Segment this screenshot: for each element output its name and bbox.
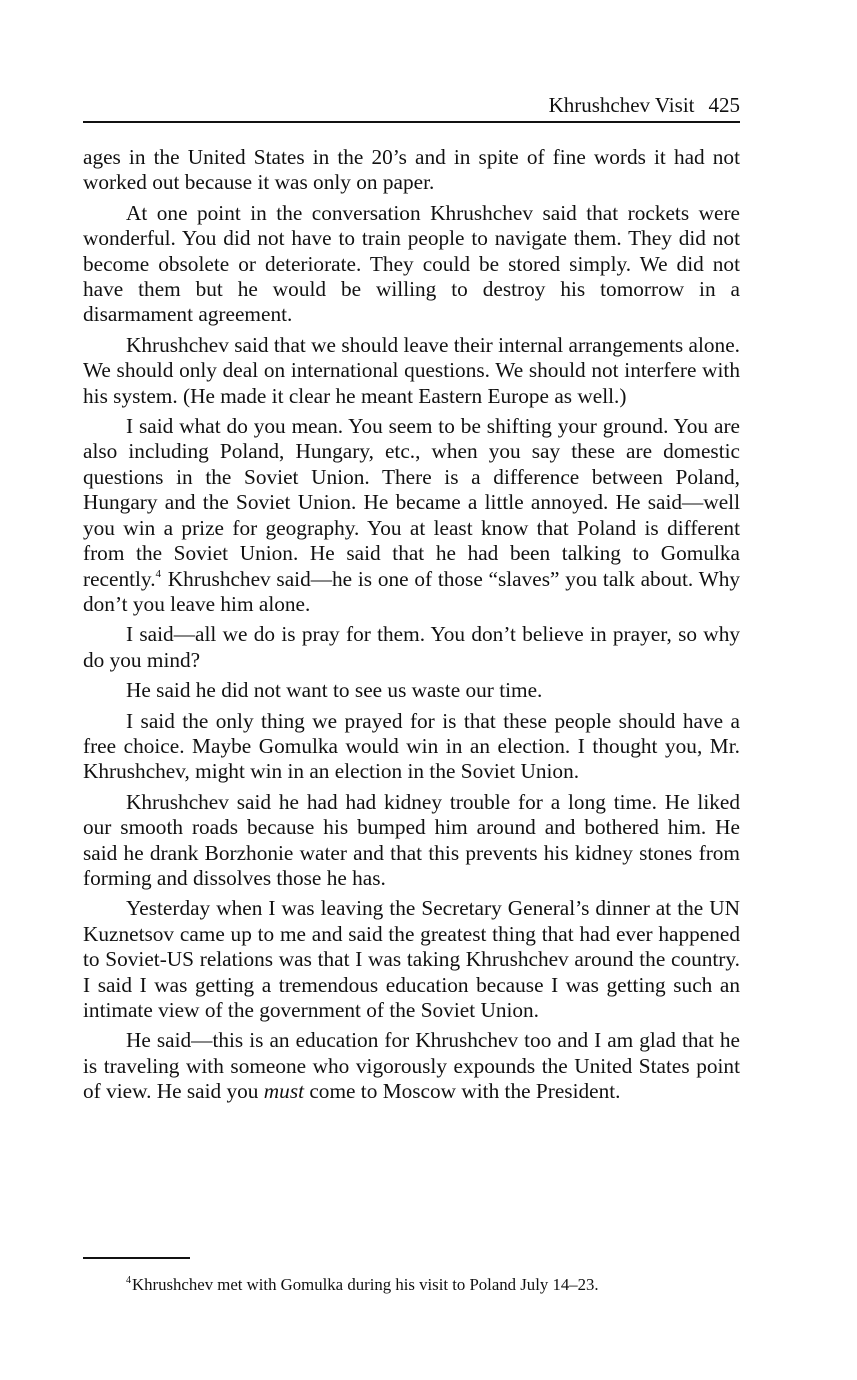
paragraph-1: ages in the United States in the 20’s and in spite of fine words it had not worked out because it was only on paper. xyxy=(83,145,740,195)
paragraph-10-text-b: come to Moscow with the President. xyxy=(304,1079,621,1104)
paragraph-4-text-b: Khrushchev said—he is one of those “slaves” you talk about. Why don’t you leave him alone. xyxy=(83,566,740,616)
paragraph-7: I said the only thing we prayed for is that these people should have a free choice. Maybe Gomulka would win in an election. I thought you, Mr. Khrushchev, might win in an election in the Soviet Union. xyxy=(83,708,740,784)
footnote-text: Khrushchev met with Gomulka during his visit to Poland July 14–23. xyxy=(132,1275,599,1294)
footnote xyxy=(126,1274,746,1296)
header-rule xyxy=(83,121,740,123)
page-number: 425 xyxy=(708,93,740,117)
body-text xyxy=(83,145,740,1110)
paragraph-10-text-a: He said—this is an education for Khrushchev too and I am glad that he is traveling with someone who vigorously expounds the United States point of view. He said you xyxy=(83,1028,740,1104)
running-head xyxy=(83,92,740,118)
footnote-marker: 4 xyxy=(126,1275,131,1286)
running-title: Khrushchev Visit xyxy=(548,93,695,117)
paragraph-4-text-a: I said what do you mean. You seem to be shifting your ground. You are also including Poland, Hungary, etc., when you say these are domestic questions in the Soviet Union. There is a difference between Poland, Hungary and the Soviet Union. He became a little annoyed. He said—well you win a prize for geography. You at least know that Poland is different from the Soviet Union. He said that he had been talking to Gomulka recently. xyxy=(83,414,740,591)
paragraph-2: At one point in the conversation Khrushchev said that rockets were wonderful. You did not have to train people to navigate them. They did not become obsolete or deteriorate. They could be stored simply. We did not have them but he would be willing to destroy his tomorrow in a disarmament agreement. xyxy=(83,200,740,327)
footnote-rule xyxy=(83,1257,190,1259)
footnote-reference: 4 xyxy=(155,567,162,580)
paragraph-6: He said he did not want to see us waste our time. xyxy=(126,678,543,703)
emphasis-must: must xyxy=(263,1079,305,1104)
paragraph-8: Khrushchev said he had had kidney trouble for a long time. He liked our smooth roads because his bumped him around and bothered him. He said he drank Borzhonie water and that this prevents his kidney stones from forming and dissolves those he has. xyxy=(83,789,740,890)
paragraph-5: I said—all we do is pray for them. You don’t believe in prayer, so why do you mind? xyxy=(83,622,740,672)
paragraph-9: Yesterday when I was leaving the Secretary General’s dinner at the UN Kuznetsov came up to me and said the greatest thing that had ever happened to Soviet-US relations was that I was taking Khrushchev around the country. I said I was getting a tremendous education because I was getting such an intimate view of the government of the Soviet Union. xyxy=(83,896,740,1022)
paragraph-10 xyxy=(83,1028,740,1104)
paragraph-3: Khrushchev said that we should leave their internal arrangements alone. We should only deal on international questions. We should not interfere with his system. (He made it clear he meant Eastern Europe as well.) xyxy=(83,332,740,408)
paragraph-4 xyxy=(83,414,740,617)
